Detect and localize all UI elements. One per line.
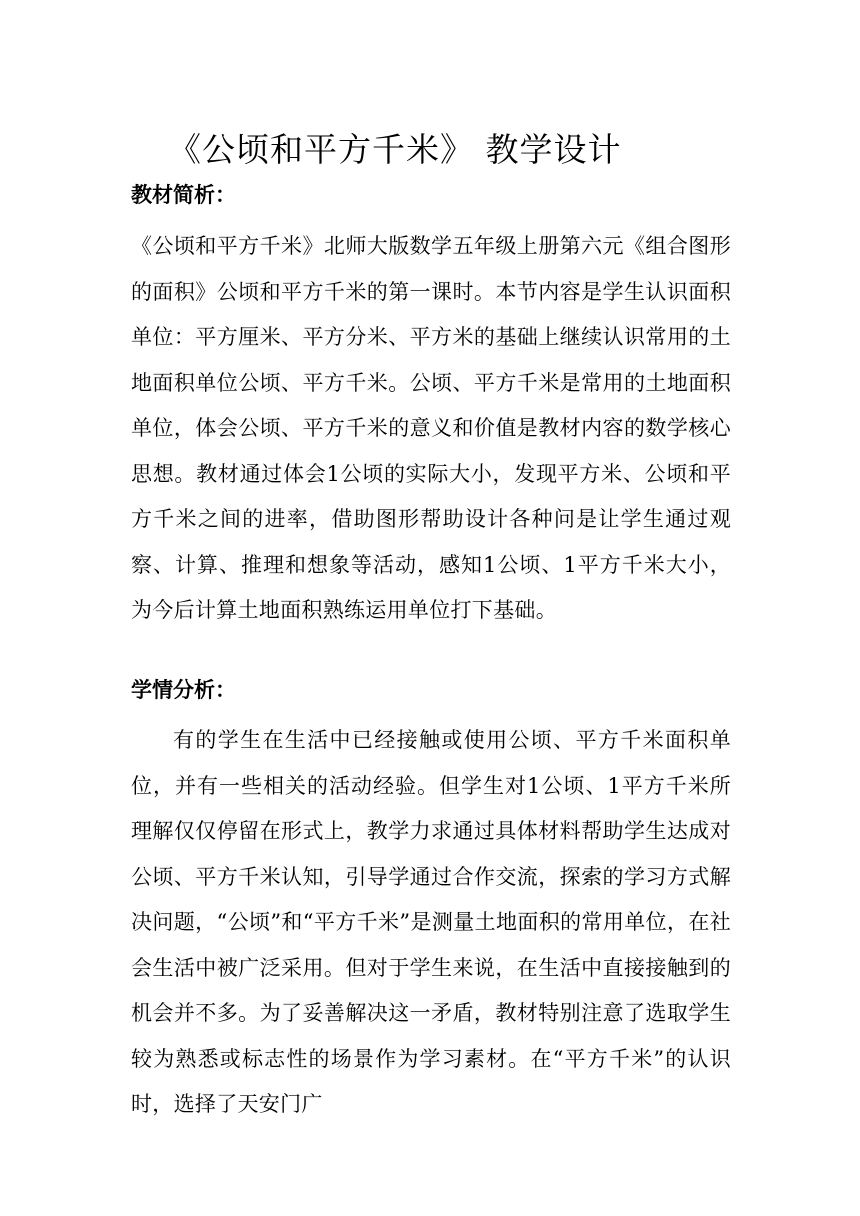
section-heading-student-analysis: 学情分析： [131,678,236,702]
section-paragraph-student-analysis: 有的学生在生活中已经接触或使用公顷、平方千米面积单位，并有一些相关的活动经验。但学生对1公顷、1平方千米所理解仅仅停留在形式上，教学力求通过具体材料帮助学生达成对公顷、平方千米认知，引导学通过合作交流，探索的学习方式解决问题，“公顷”和“平方千米”是测量土地面积的常用单位，在社会生活中被广泛采用。但对于学生来说，在生活中直接接触到的机会并不多。为了妥善解决这一矛盾，教材特别注意了选取学生较为熟悉或标志性的场景作为学习素材。在“平方千米”的认识时，选择了天安门广 [131,728,731,1116]
document-title: 《公顷和平方千米》 教学设计 [168,130,622,169]
section-paragraph-textbook-analysis: 《公顷和平方千米》北师大版数学五年级上册第六元《组合图形的面积》公顷和平方千米的第一课时。本节内容是学生认识面积单位：平方厘米、平方分米、平方米的基础上继续认识常用的土地面积单位公顷、平方千米。公顷、平方千米是常用的土地面积单位，体会公顷、平方千米的意义和价值是教材内容的数学核心思想。教材通过体会1公顷的实际大小，发现平方米、公顷和平方千米之间的进率，借助图形帮助设计各种问是让学生通过观察、计算、推理和想象等活动，感知1公顷、1平方千米大小，为今后计算土地面积熟练运用单位打下基础。 [131,234,731,622]
section-heading-textbook-analysis: 教材简析： [131,183,236,207]
